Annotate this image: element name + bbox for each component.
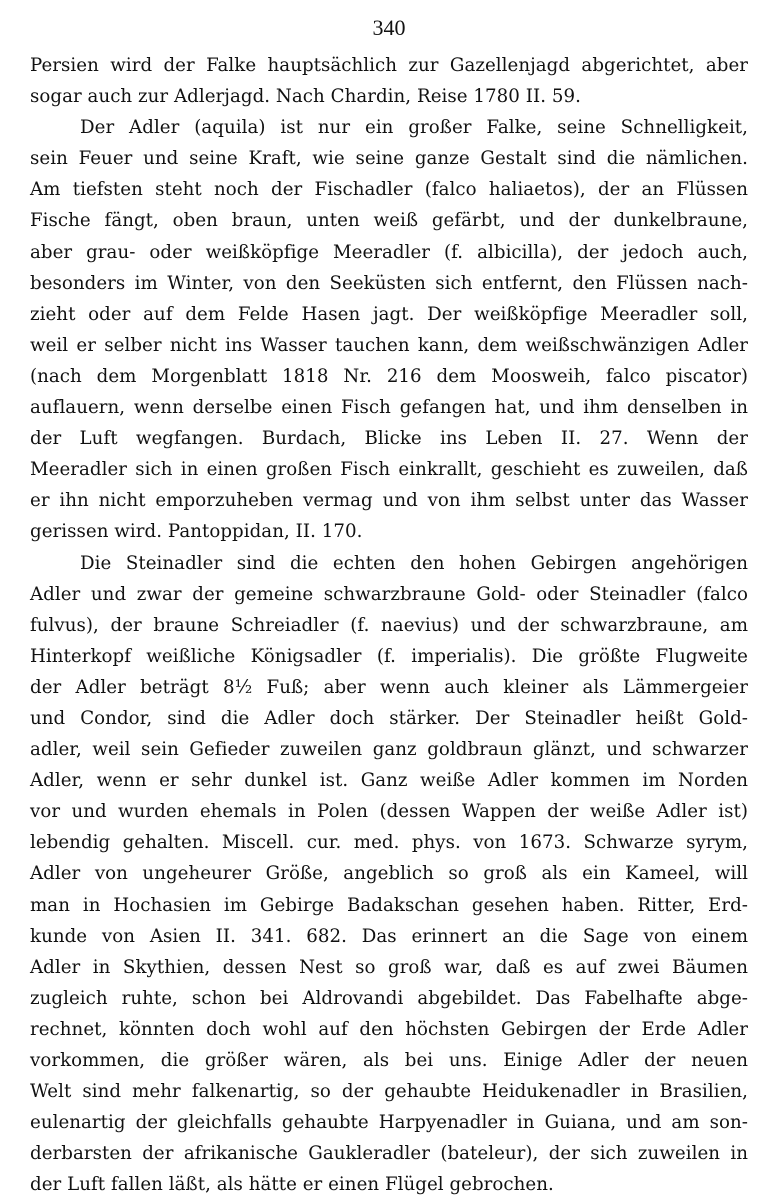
text-line: zugleich ruhte, schon bei Aldrovandi abgebildet. Das Fabelhafte abge- [30, 987, 748, 1009]
text-line: der Luft wegfangen. Burdach, Blicke ins Leben II. 27. Wenn der [30, 428, 748, 450]
text-line: der Adler beträgt 8½ Fuß; aber wenn auch kleiner als Lämmergeier [30, 676, 748, 698]
text-line: Adler, wenn er sehr dunkel ist. Ganz weiße Adler kommen im Norden [30, 770, 748, 792]
text-line: sein Feuer und seine Kraft, wie seine ganze Gestalt sind die nämlichen. [30, 148, 748, 170]
text-line: Fische fängt, oben braun, unten weiß gefärbt, und der dunkelbraune, [30, 210, 748, 232]
text-line: (nach dem Morgenblatt 1818 Nr. 216 dem Moosweih, falco piscator) [30, 365, 748, 387]
text-line: sogar auch zur Adlerjagd. Nach Chardin, Reise 1780 II. 59. [30, 86, 581, 108]
text-line: er ihn nicht emporzuheben vermag und von ihm selbst unter das Wasser [30, 490, 748, 512]
body-text [30, 50, 748, 1200]
text-line: lebendig gehalten. Miscell. cur. med. phys. von 1673. Schwarze syrym, [30, 832, 748, 854]
text-line: gerissen wird. Pantoppidan, II. 170. [30, 521, 363, 543]
paragraph-first-line: Der Adler (aquila) ist nur ein großer Falke, seine Schnelligkeit, [80, 117, 748, 139]
text-line: auflauern, wenn derselbe einen Fisch gefangen hat, und ihm denselben in [30, 397, 748, 419]
text-line: Adler in Skythien, dessen Nest so groß war, daß es auf zwei Bäumen [30, 956, 748, 978]
text-line: Welt sind mehr falkenartig, so der gehaubte Heidukenadler in Brasilien, [30, 1081, 748, 1103]
text-line: der Luft fallen läßt, als hätte er einen Flügel gebrochen. [30, 1174, 554, 1196]
text-line: adler, weil sein Gefieder zuweilen ganz goldbraun glänzt, und schwarzer [30, 739, 748, 761]
text-line: vor und wurden ehemals in Polen (dessen Wappen der weiße Adler ist) [30, 801, 748, 823]
text-line: eulenartig der gleichfalls gehaubte Harpyenadler in Guiana, und am son- [30, 1112, 748, 1134]
text-line: vorkommen, die größer wären, als bei uns. Einige Adler der neuen [30, 1050, 748, 1071]
text-line: Adler und zwar der gemeine schwarzbraune Gold- oder Steinadler (falco [30, 583, 748, 605]
text-line: besonders im Winter, von den Seeküsten sich entfernt, den Flüssen nach- [30, 272, 748, 294]
text-line: und Condor, sind die Adler doch stärker. Der Steinadler heißt Gold- [30, 707, 748, 729]
text-line: Adler von ungeheurer Größe, angeblich so groß als ein Kameel, will [30, 863, 748, 885]
paragraph-first-line: Die Steinadler sind die echten den hohen Gebirgen angehörigen [80, 552, 748, 574]
text-line: weil er selber nicht ins Wasser tauchen kann, dem weißschwänzigen Adler [30, 334, 748, 356]
text-line: zieht oder auf dem Felde Hasen jagt. Der weißköpfige Meeradler soll, [30, 303, 748, 325]
text-line: Meeradler sich in einen großen Fisch einkrallt, geschieht es zuweilen, daß [30, 459, 748, 481]
text-line: fulvus), der braune Schreiadler (f. naevius) und der schwarzbraune, am [30, 614, 748, 636]
text-line: rechnet, könnten doch wohl auf den höchsten Gebirgen der Erde Adler [30, 1018, 748, 1040]
text-line: man in Hochasien im Gebirge Badakschan gesehen haben. Ritter, Erd- [30, 894, 748, 916]
text-line: Persien wird der Falke hauptsächlich zur Gazellenjagd abgerichtet, aber [30, 55, 748, 76]
text-line: derbarsten der afrikanische Gaukleradler (bateleur), der sich zuweilen in [30, 1143, 748, 1165]
text-line: kunde von Asien II. 341. 682. Das erinnert an die Sage von einem [30, 925, 748, 947]
page-number: 340 [372, 15, 406, 40]
text-line: aber grau- oder weißköpfige Meeradler (f. albicilla), der jedoch auch, [30, 241, 748, 263]
text-line: Hinterkopf weißliche Königsadler (f. imperialis). Die größte Flugweite [30, 645, 748, 667]
text-line: Am tiefsten steht noch der Fischadler (falco haliaetos), der an Flüssen [30, 179, 748, 201]
